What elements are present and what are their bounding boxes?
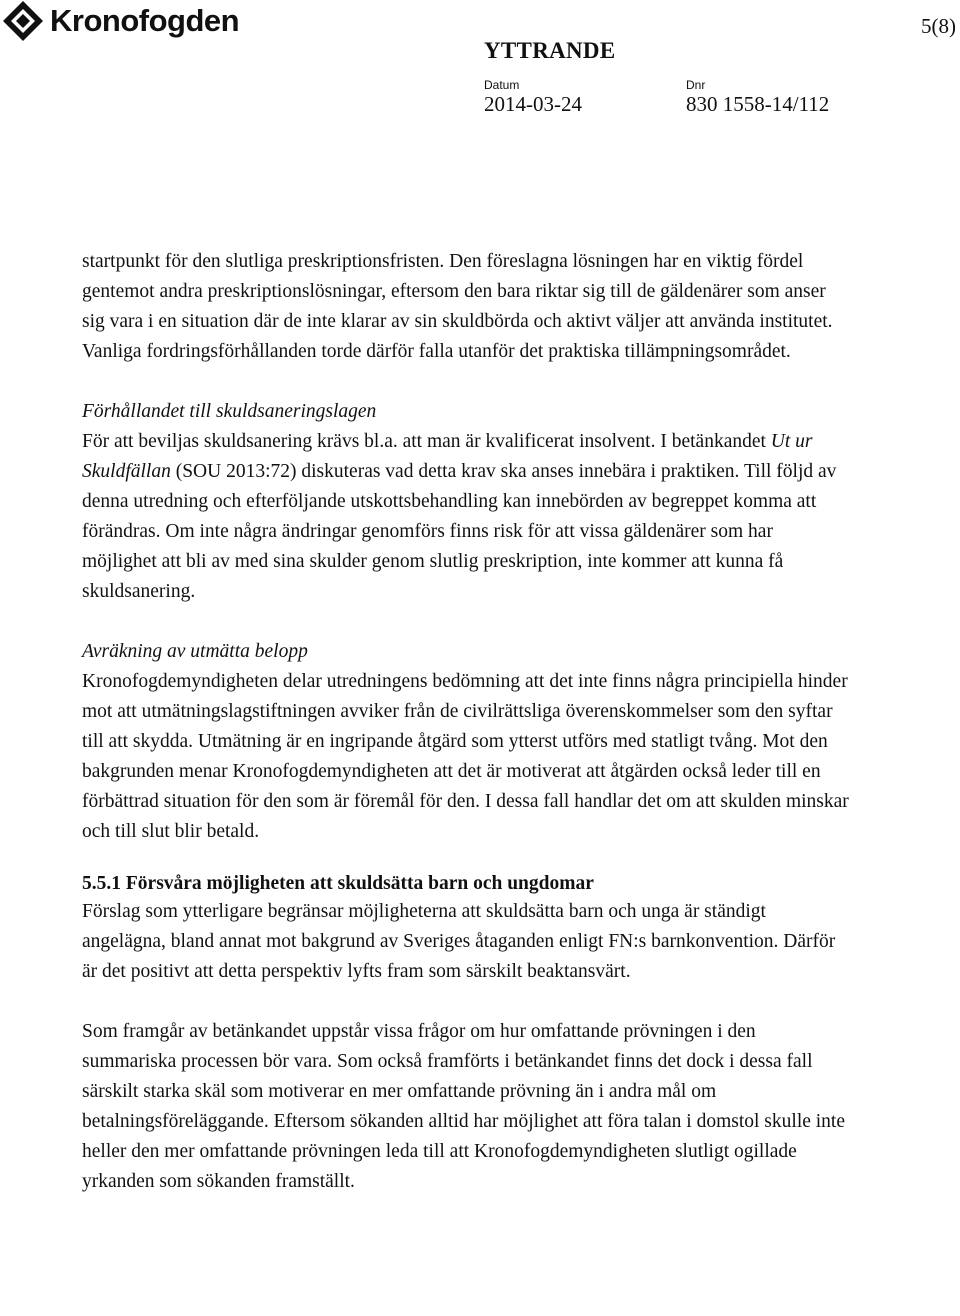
paragraph-preskription: startpunkt för den slutliga preskriptionsfristen. Den föreslagna lösningen har en viktig fördel gentemot andra preskriptionslösningar, eftersom den bara riktar sig till de gäldenärer som anser sig vara i en situation där de inte klarar av sin skuldbörda och aktivt väljer att använda institutet. Vanliga fordringsförhållanden torde därför falla utanför det praktiska tillämpningsområdet. xyxy=(82,251,833,362)
paragraph-provning: Som framgår av betänkandet uppstår vissa frågor om hur omfattande prövningen i den summariska processen bör vara. Som också framförts i betänkandet finns det dock i dessa fall särskilt starka skäl som motiverar en mer omfattande prövning än i andra mål om betalningsföreläggande. Eftersom sökanden alltid har möjlighet att föra talan i domstol skulle inte heller den mer omfattande prövningen leda till att Kronofogdemyndigheten slutligt ogillade yrkanden som sökanden framställt. xyxy=(82,1021,846,1192)
date-value: 2014-03-24 xyxy=(484,92,582,116)
page-number: 5(8) xyxy=(921,14,956,38)
kronofogden-diamond-icon xyxy=(2,0,48,42)
paragraph-skuldsanering xyxy=(82,427,852,607)
dnr-label: Dnr xyxy=(686,78,706,92)
logo-text: Kronofogden xyxy=(50,3,240,38)
paragraph-barn-ungdomar: Förslag som ytterligare begränsar möjligheterna att skuldsätta barn och unga är ständigt angelägna, bland annat mot bakgrund av Sveriges åtaganden enligt FN:s barnkonvention. Därför är det positivt att detta perspektiv lyfts fram som särskilt beaktansvärt. xyxy=(82,901,836,982)
subheading-avrakning: Avräkning av utmätta belopp xyxy=(82,641,308,662)
document-type: YTTRANDE xyxy=(484,38,616,63)
paragraph-skuldsanering-part1: För att beviljas skuldsanering krävs bl.a. att man är kvalificerat insolvent. I betänkandet xyxy=(82,431,771,452)
report-title: Ut ur Skuldfällan xyxy=(82,431,813,482)
dnr-value: 830 1558-14/112 xyxy=(686,92,830,116)
document-body xyxy=(82,247,852,1197)
subheading-skuldsaneringslagen: Förhållandet till skuldsaneringslagen xyxy=(82,401,377,422)
kronofogden-logo xyxy=(2,0,239,42)
paragraph-avrakning: Kronofogdemyndigheten delar utredningens bedömning att det inte finns några principiella hinder mot att utmätningslagstiftningen avviker från de civilrättsliga överenskommelser som den syftar till att skydda. Utmätning är en ingripande åtgärd som ytterst utförs med statligt tvång. Mot den bakgrunden menar Kronofogdemyndigheten att det är motiverat att åtgärden också leder till en förbättrad situation för den som är föremål för den. I dessa fall handlar det om att skulden minskar och till slut blir betald. xyxy=(82,671,849,842)
date-label: Datum xyxy=(484,78,520,92)
section-heading-5-5-1: 5.5.1 Försvåra möjligheten att skuldsätta barn och ungdomar xyxy=(82,873,594,894)
paragraph-skuldsanering-part2: (SOU 2013:72) diskuteras vad detta krav ska anses innebära i praktiken. Till följd av denna utredning och efterföljande utskottsbehandling kan innebörden av begreppet komma att förändras. Om inte några ändringar genomförs finns risk för att vissa gäldenärer som har möjlighet att bli av med sina skulder genom slutlig preskription, inte kommer att kunna få skuldsanering. xyxy=(82,461,837,602)
